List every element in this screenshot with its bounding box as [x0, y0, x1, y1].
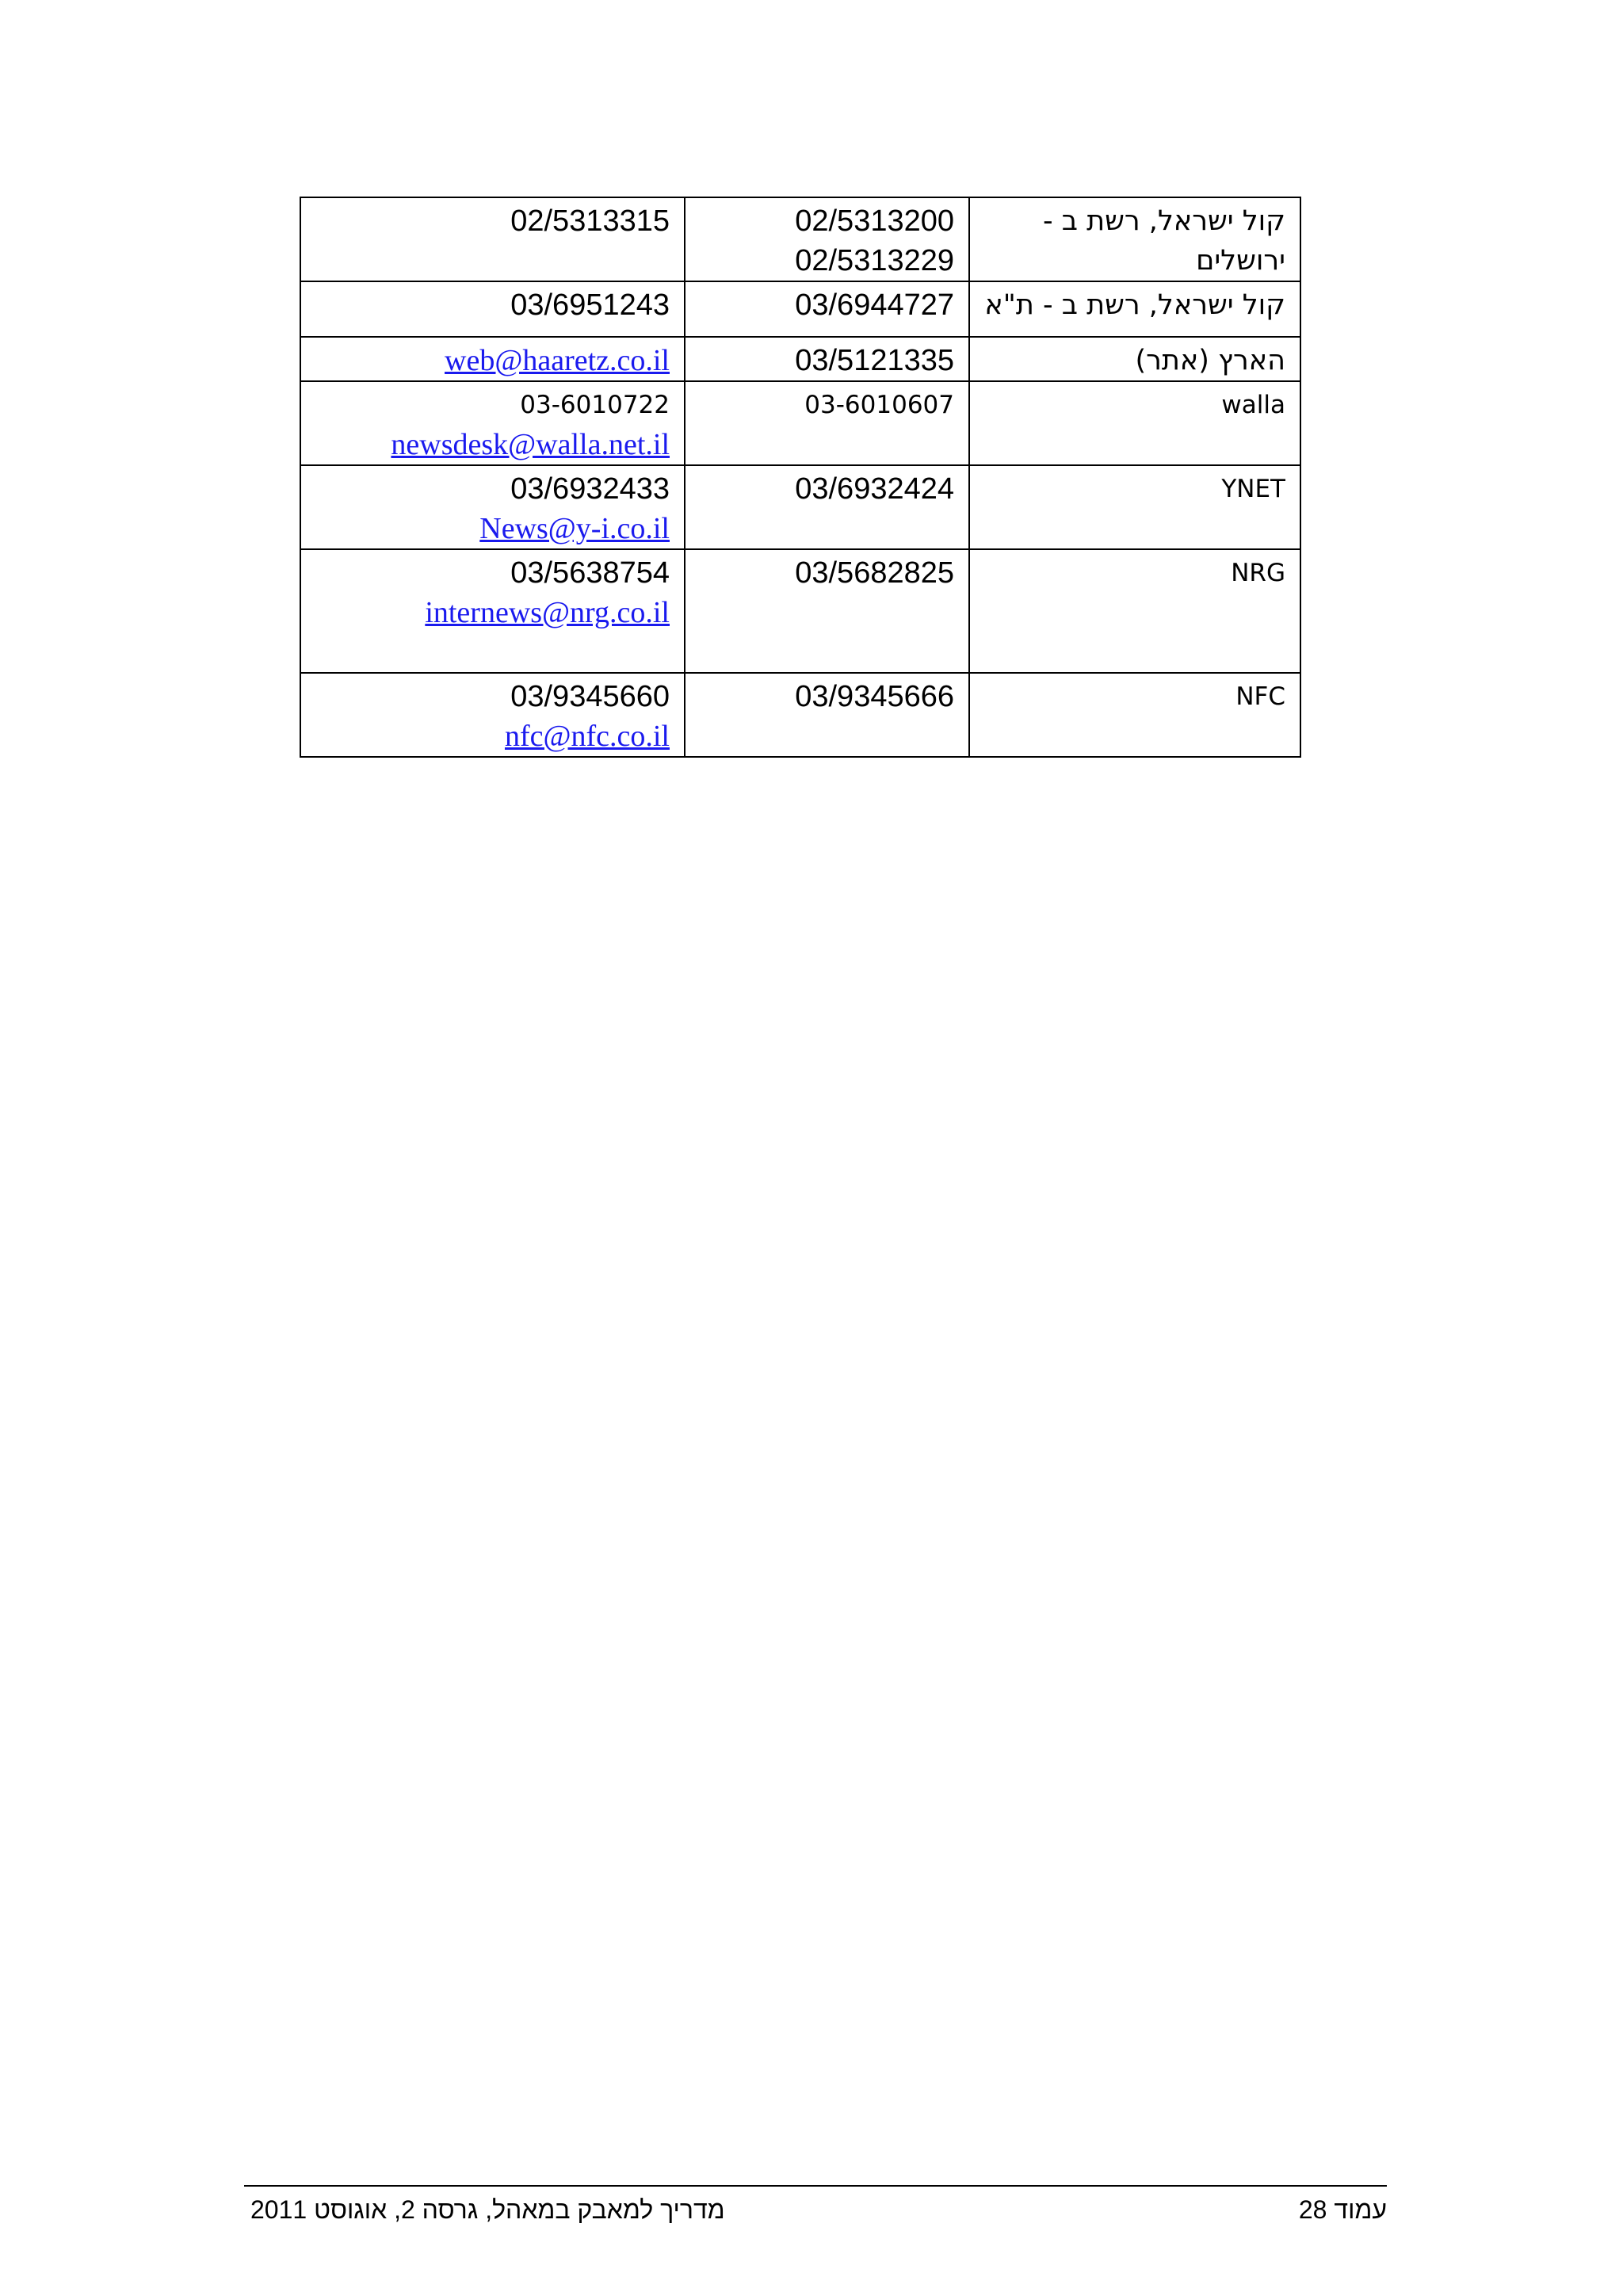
- email-link[interactable]: newsdesk@walla.net.il: [391, 428, 670, 461]
- fax-number: 03/5638754: [510, 556, 670, 590]
- outlet-name-cell: [969, 465, 1300, 549]
- table-row: [300, 281, 1300, 337]
- phone-cell: [685, 281, 969, 337]
- phone-cell: [685, 549, 969, 673]
- fax-email-cell: [300, 381, 685, 465]
- outlet-name: NRG: [1231, 559, 1285, 587]
- outlet-name: ירושלים: [1196, 245, 1285, 277]
- fax-email-cell: [300, 673, 685, 757]
- phone-number: 02/5313229: [795, 244, 954, 277]
- email-link[interactable]: nfc@nfc.co.il: [504, 720, 670, 753]
- fax-number: 03/6951243: [510, 288, 670, 322]
- fax-email-cell: [300, 337, 685, 381]
- outlet-name-cell: [969, 337, 1300, 381]
- phone-number: 03/5682825: [795, 556, 954, 590]
- outlet-name-cell: [969, 549, 1300, 673]
- phone-number: 03/5121335: [795, 344, 954, 377]
- outlet-name: קול ישראל, רשת ב -: [1043, 205, 1285, 237]
- phone-number: 03/6932424: [795, 472, 954, 506]
- table-row: [300, 197, 1300, 281]
- phone-cell: [685, 197, 969, 281]
- media-contacts-table: [300, 197, 1301, 758]
- email-link[interactable]: internews@nrg.co.il: [425, 596, 670, 629]
- phone-number: 03/9345666: [795, 680, 954, 713]
- phone-cell: [685, 465, 969, 549]
- fax-email-cell: [300, 465, 685, 549]
- outlet-name-cell: [969, 381, 1300, 465]
- fax-email-cell: [300, 197, 685, 281]
- footer-divider: [244, 2185, 1387, 2187]
- email-link[interactable]: News@y-i.co.il: [479, 512, 670, 545]
- table-row: [300, 465, 1300, 549]
- footer-page-number: עמוד 28: [1298, 2195, 1387, 2224]
- phone-cell: [685, 673, 969, 757]
- phone-number: 02/5313200: [795, 204, 954, 238]
- table-row: [300, 381, 1300, 465]
- outlet-name: YNET: [1221, 475, 1285, 503]
- outlet-name: NFC: [1235, 682, 1285, 711]
- fax-number: 03/9345660: [510, 680, 670, 713]
- table-row: [300, 337, 1300, 381]
- fax-email-cell: [300, 281, 685, 337]
- outlet-name-cell: [969, 281, 1300, 337]
- email-link[interactable]: web@haaretz.co.il: [445, 344, 670, 377]
- outlet-name: קול ישראל, רשת ב - ת"א: [984, 289, 1285, 321]
- phone-cell: [685, 381, 969, 465]
- fax-number: 03-6010722: [520, 391, 670, 419]
- phone-cell: [685, 337, 969, 381]
- table-row: [300, 673, 1300, 757]
- phone-number: 03-6010607: [804, 391, 954, 419]
- fax-email-cell: [300, 549, 685, 673]
- outlet-name-cell: [969, 197, 1300, 281]
- fax-number: 02/5313315: [510, 204, 670, 238]
- table-row: [300, 549, 1300, 673]
- footer-doc-title: מדריך למאבק במאהל, גרסה 2, אוגוסט 2011: [250, 2195, 725, 2224]
- outlet-name-cell: [969, 673, 1300, 757]
- fax-number: 03/6932433: [510, 472, 670, 506]
- outlet-name: walla: [1221, 391, 1285, 419]
- phone-number: 03/6944727: [795, 288, 954, 322]
- outlet-name: הארץ (אתר): [1135, 345, 1285, 376]
